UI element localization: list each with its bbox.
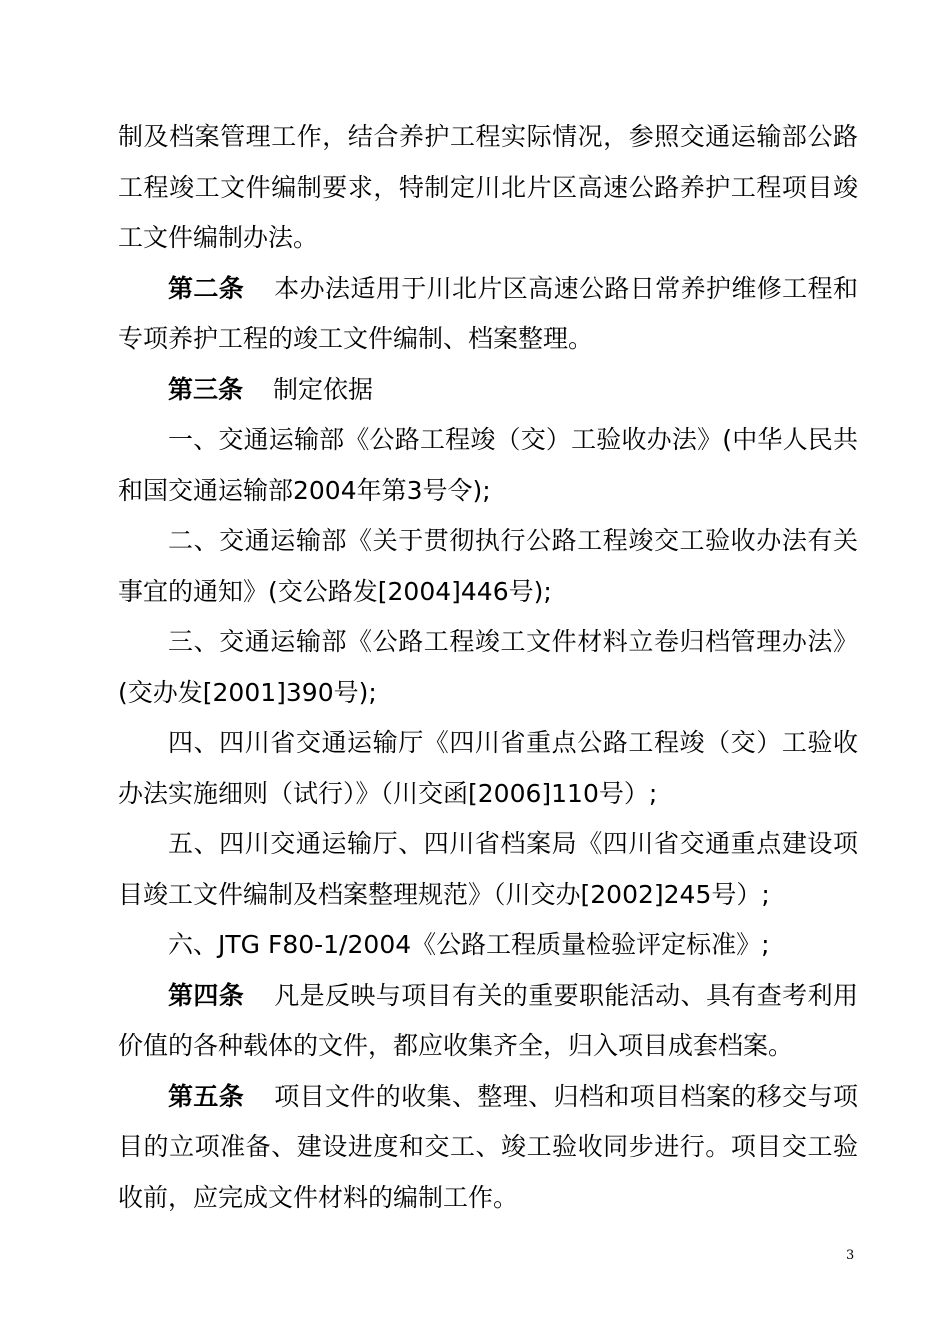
article-heading: 第四条 xyxy=(168,980,245,1010)
article-3 xyxy=(118,365,858,416)
paragraph-text: 六、JTG F80-1/2004《公路工程质量检验评定标准》; xyxy=(168,930,770,959)
basis-item-3 xyxy=(118,617,858,718)
paragraph-text: 一、交通运输部《公路工程竣（交）工验收办法》(中华人民共和国交通运输部2004年第3号令); xyxy=(118,425,858,505)
article-heading: 第二条 xyxy=(168,273,245,303)
basis-item-1 xyxy=(118,415,858,516)
basis-item-5 xyxy=(118,819,858,920)
paragraph-text: 五、四川交通运输厅、四川省档案局《四川省交通重点建设项目竣工文件编制及档案整理规范》（川交办[2002]245号）; xyxy=(118,829,858,909)
paragraph-text: 四、四川省交通运输厅《四川省重点公路工程竣（交）工验收办法实施细则（试行）》（川交函[2006]110号）; xyxy=(118,728,858,808)
article-heading: 第三条 xyxy=(168,374,244,404)
basis-item-4 xyxy=(118,718,858,819)
basis-item-2 xyxy=(118,516,858,617)
paragraph-text: 项目文件的收集、整理、归档和项目档案的移交与项目的立项准备、建设进度和交工、竣工验收同步进行。项目交工验收前，应完成文件材料的编制工作。 xyxy=(118,1081,858,1212)
paragraph-text: 凡是反映与项目有关的重要职能活动、具有查考利用价值的各种载体的文件，都应收集齐全，归入项目成套档案。 xyxy=(118,980,858,1060)
article-heading: 第五条 xyxy=(168,1081,245,1111)
document-body xyxy=(118,112,858,1223)
paragraph-text: 制定依据 xyxy=(273,374,374,404)
article-5 xyxy=(118,1072,858,1224)
basis-item-6 xyxy=(118,920,858,971)
paragraph-text: 二、交通运输部《关于贯彻执行公路工程竣交工验收办法有关事宜的通知》(交公路发[2004]446号); xyxy=(118,526,858,606)
article-4 xyxy=(118,971,858,1072)
paragraph-text: 制及档案管理工作，结合养护工程实际情况，参照交通运输部公路工程竣工文件编制要求，特制定川北片区高速公路养护工程项目竣工文件编制办法。 xyxy=(118,122,858,252)
article-2 xyxy=(118,264,858,365)
paragraph-text: 三、交通运输部《公路工程竣工文件材料立卷归档管理办法》(交办发[2001]390号); xyxy=(118,627,858,707)
page-number: 3 xyxy=(846,1248,855,1263)
paragraph-text: 本办法适用于川北片区高速公路日常养护维修工程和专项养护工程的竣工文件编制、档案整理。 xyxy=(118,273,858,353)
paragraph-continuation xyxy=(118,112,858,264)
